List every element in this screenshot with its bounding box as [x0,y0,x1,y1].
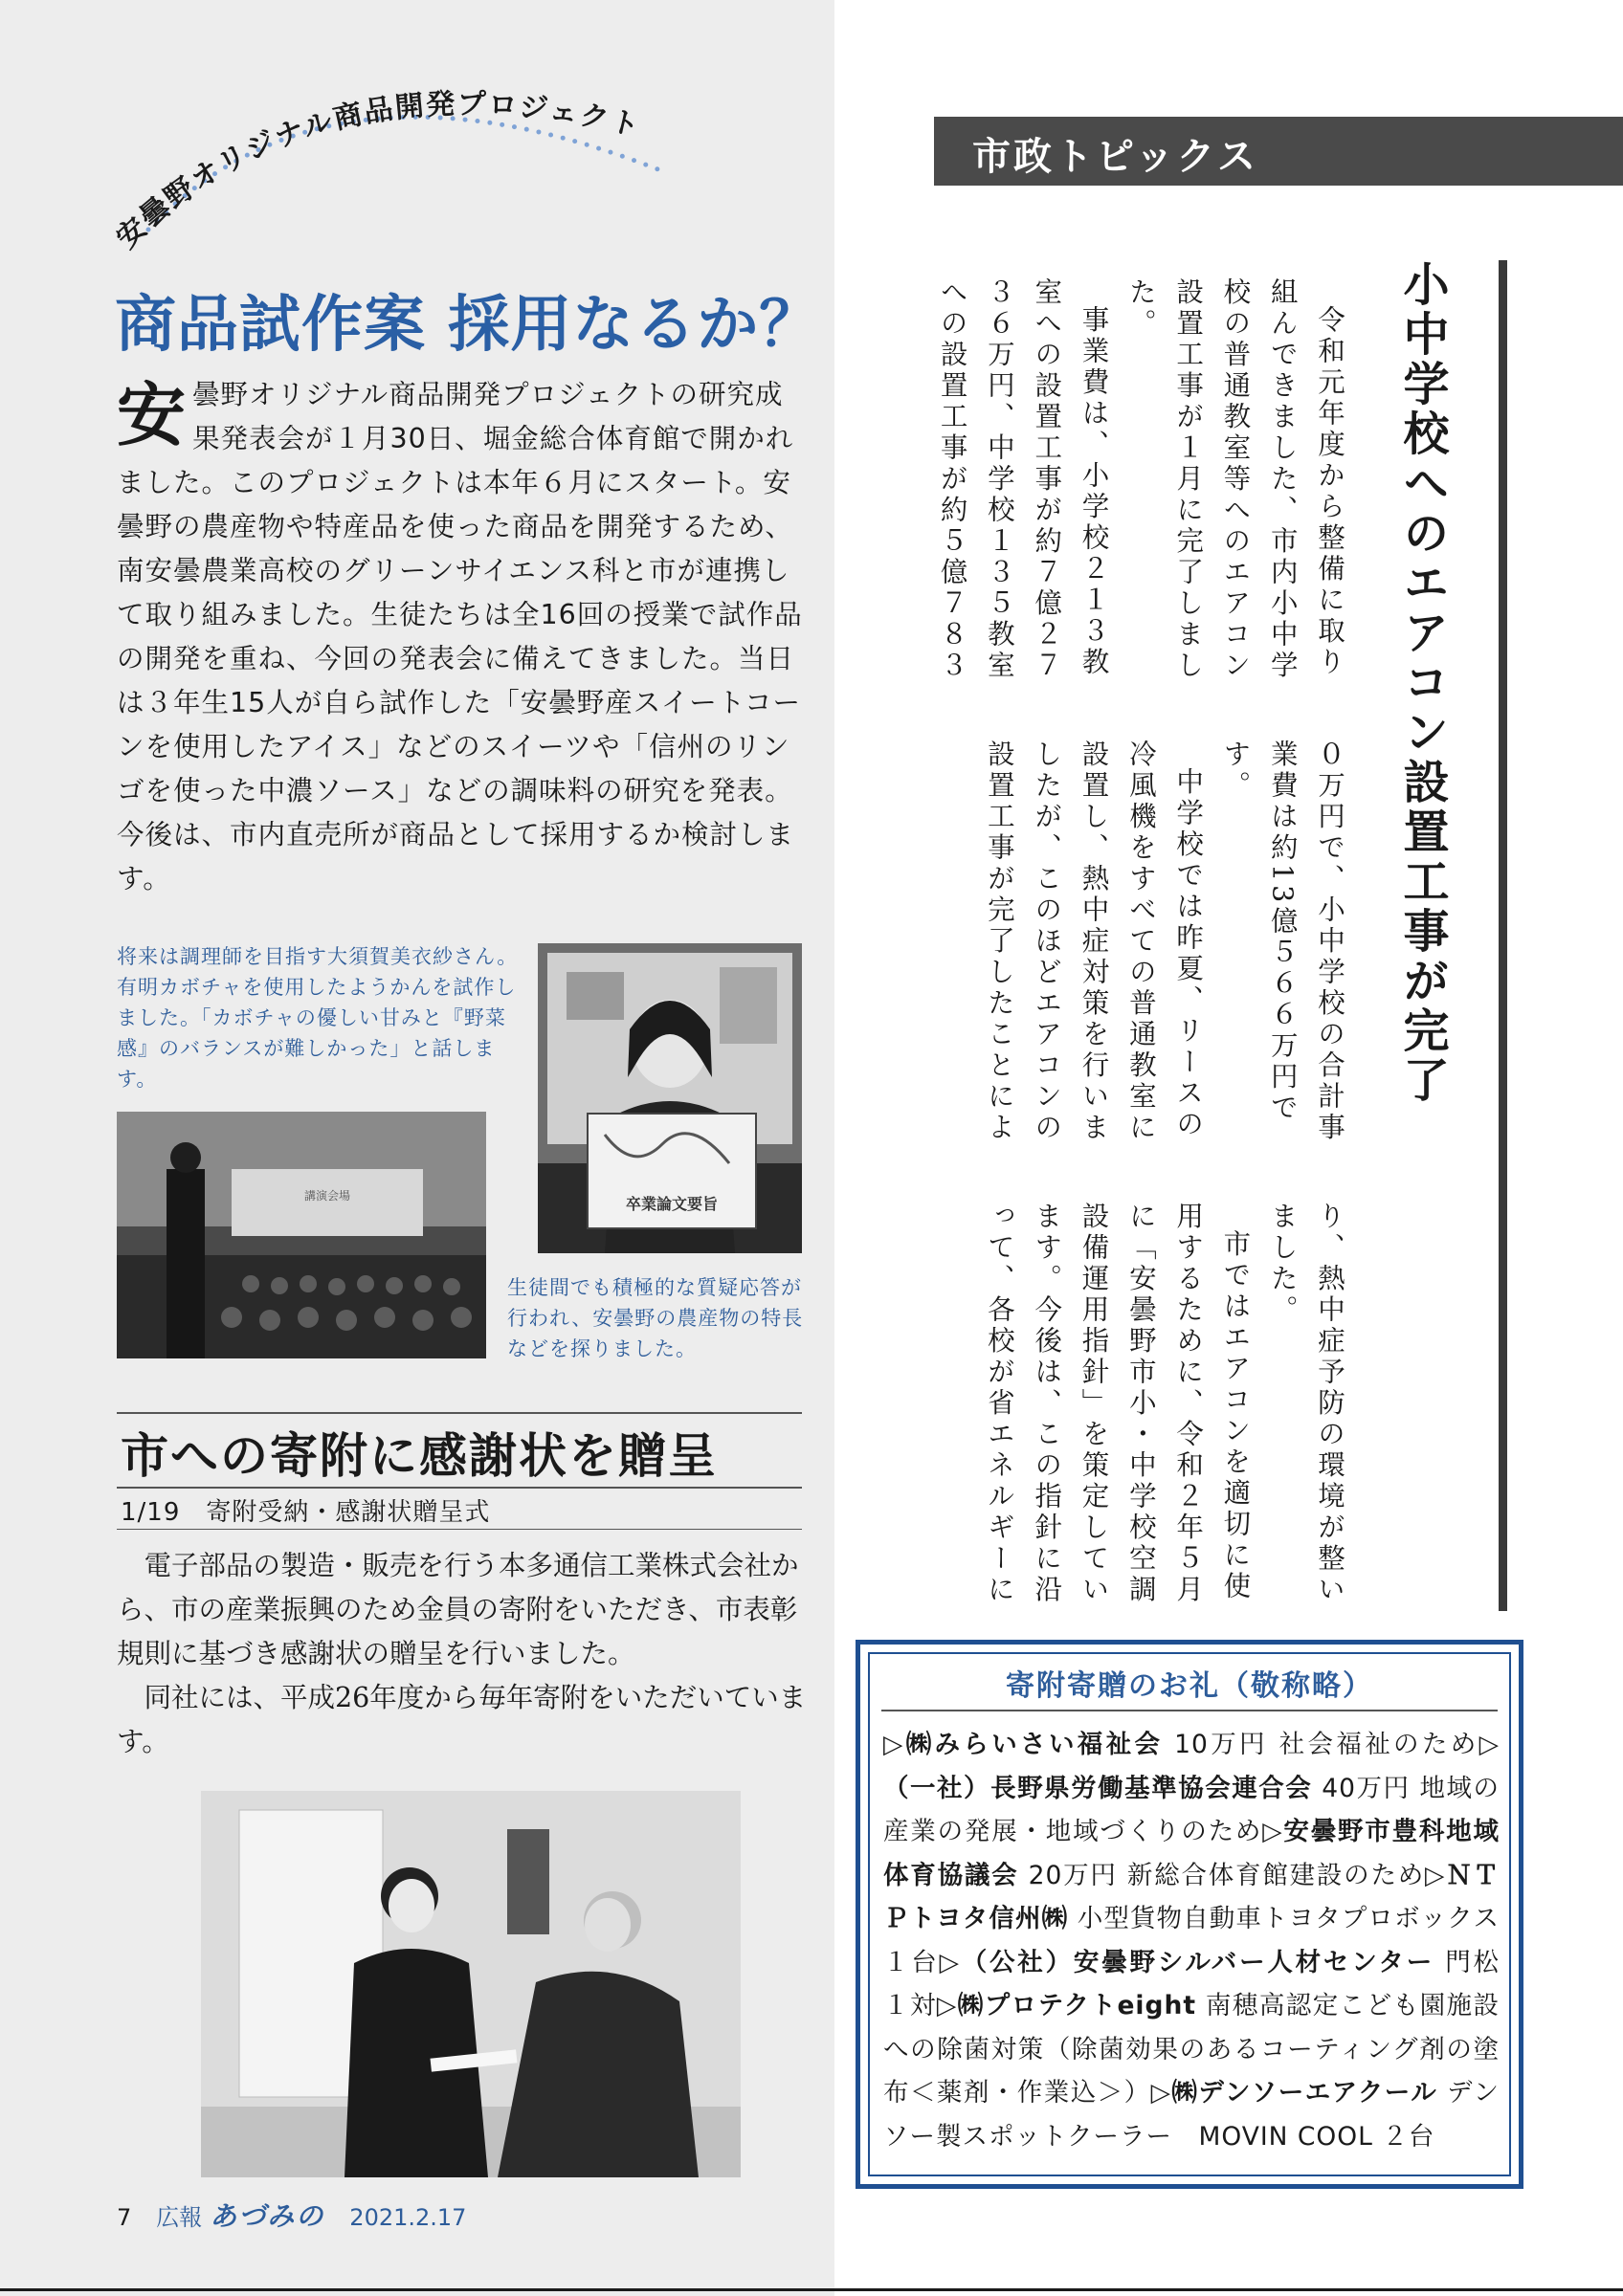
lead-paragraph [117,373,806,901]
drop-cap: 安 [117,374,188,455]
donor-detail: 10万円 社会福祉のため [1163,1730,1479,1759]
donor-name: ▷㈱デンソーエアクール [1150,2078,1438,2108]
donor-detail: 20万円 新総合体育館建設のため [1018,1860,1426,1890]
article-paragraph: 中学校では昨夏、リースの冷風機をすべての普通教室に設置し、熱中症対策を行いましたが、このほどエアコンの設置工事が完了したことにより、熱中症予防の環境が整いました。 [983,740,1345,1606]
topics-banner [934,117,1623,186]
donor-detail: 小型貨物自動車トヨタプロボックス１台 [883,1904,1500,1977]
donation-paragraph: 電子部品の製造・販売を行う本多通信工業株式会社から、市の産業振興のため金員の寄附をいただき、市表彰規則に基づき感謝状の贈呈を行いました。 [117,1550,799,1669]
article-paragraph: 事業費は、小学校２１３教室への設置工事が約７億２７３６万円、中学校１３５教室への設置工事が約５億７８３０万円で、小中学校の合計事業費は約13億５６６万円です。 [936,277,1345,1144]
donor-name: ▷㈱みらいさい福祉会 [883,1730,1164,1759]
student-photo [538,943,802,1253]
section-rule-top [117,1412,802,1414]
arch-heading-text: 安曇野オリジナル商品開発プロジェクト [109,87,645,255]
donor-name: ▷安曇野市豊科地域体育協議会 [883,1817,1501,1890]
donor-name: ▷ＮＴＰトヨタ信州㈱ [883,1860,1500,1933]
section-rule-mid [117,1487,802,1489]
donation-box-title: 寄附寄贈のお礼（敬称略） [1006,1669,1373,1703]
page-bottom-rule [0,2288,1623,2291]
photo-caption-audience: 生徒間でも積極的な質疑応答が行われ、安曇野の農産物の特長などを探りました。 [507,1276,804,1360]
footer-page-number: 7 [117,2204,132,2231]
donor-name: ▷㈱プロテクトeight [936,1991,1197,2020]
vertical-article-title: 小中学校へのエアコン設置工事が完了 [1395,260,1449,1106]
donation-paragraph: 同社には、平成26年度から毎年寄附をいただいています。 [117,1682,807,1757]
footer [117,2196,466,2234]
article-paragraph: 市ではエアコンを適切に使用するために、令和２年５月に「安曇野市小・中学校空調設備運用指針」を策定しています。今後は、この指針に沿って、各校が省エネルギーに [983,1202,1252,1606]
ceremony-photo [201,1791,741,2177]
donor-detail: 門松 １対 [883,1947,1526,2020]
footer-brand: あづみの [210,2200,325,2232]
article-paragraph: 令和元年度から整備に取り組んできました、市内小中学校の普通教室等へのエアコン設置工事が１月に完了しました。 [1124,277,1345,682]
lead-text: 曇野オリジナル商品開発プロジェクトの研究成果発表会が１月30日、堀金総合体育館で開かれました。このプロジェクトは本年６月にスタート。安曇野の農産物や特産品を使った商品を開発するため、南安曇農業高校のグリーンサイエンス科と市が連携して取り組みました。生徒たちは全16回の授業で試作品の開発を重ね、今回の発表会に備えてきました。当日は３年生15人が自ら試作した「安曇野産スイートコーンを使用したアイス」などのスイーツや「信州のリンゴを使った中濃ソース」などの調味料の研究を発表。今後は、市内直売所が商品として採用するか検討します。 [117,379,803,894]
donation-section-subtitle: 1/19 寄附受納・感謝状贈呈式 [121,1498,491,1527]
svg-text:安曇野オリジナル商品開発プロジェクト [110,88,644,255]
donation-section-title: 市への寄附に感謝状を贈呈 [121,1427,718,1484]
donor-detail: 40万円 地域の産業の発展・地域づくりのため [883,1773,1500,1846]
donor-detail: デンソー製スポットクーラー MOVIN COOL ２台 [883,2078,1500,2152]
footer-label: 広報 [156,2204,203,2231]
donation-box-rule [881,1710,1498,1711]
footer-date: 2021.2.17 [349,2204,467,2231]
vertical-title-rule [1499,260,1507,1611]
donation-body [117,1544,810,1764]
main-headline: 商品試作案 採用なるか？ [115,290,822,361]
auditorium-photo [117,1112,486,1358]
topics-banner-label: 市政トピックス [972,135,1258,179]
poster-caption: 卒業論文要旨 [625,1195,719,1213]
donor-name: ▷（一社）長野県労働基準協会連合会 [883,1730,1500,1803]
donor-detail: 南穂高認定こども園施設への除菌対策（除菌効果のあるコーティング剤の塗布＜薬剤・作業込＞） [883,1991,1500,2108]
donation-thanks-box [856,1640,1526,2189]
vertical-article-body [928,277,1353,1606]
photo-caption-student: 将来は調理師を目指す大須賀美衣紗さん。有明カボチャを使用したようかんを試作しました。「カボチャの優しい甘みと『野菜感』のバランスが難しかった」と話します。 [117,945,519,1091]
stage-sign: 講演会場 [303,1189,351,1203]
donor-list [883,1723,1526,2158]
project-arch-heading [91,77,684,287]
section-rule-bottom [117,1529,802,1530]
donor-name: ▷（公社）安曇野シルバー人材センター [939,1947,1434,1977]
